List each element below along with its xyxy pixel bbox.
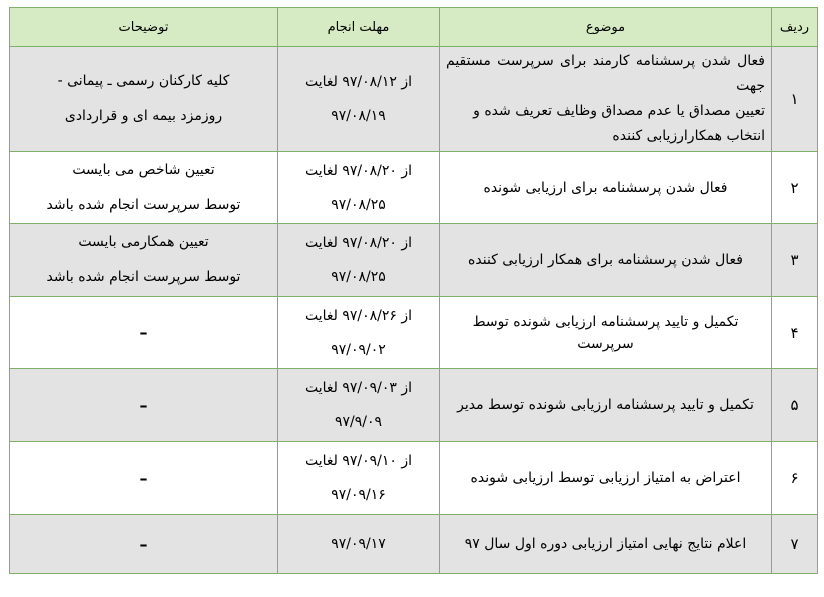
- row-deadline: [278, 152, 440, 224]
- note-line: –: [139, 534, 148, 554]
- table-row: [10, 224, 818, 297]
- table-row: [10, 297, 818, 369]
- subject-line: تکمیل و تایید پرسشنامه ارزیابی شونده توسط سرپرست: [472, 313, 739, 352]
- row-number: ۶: [772, 442, 818, 515]
- subject-line: فعال شدن پرسشنامه برای ارزیابی شونده: [483, 179, 728, 196]
- row-subject: [440, 442, 772, 515]
- row-number: ۴: [772, 297, 818, 369]
- row-subject: [440, 152, 772, 224]
- table-row: [10, 47, 818, 152]
- table-row: [10, 515, 818, 574]
- schedule-table: [9, 7, 818, 574]
- row-subject: [440, 47, 772, 152]
- deadline-line: ۹۷/۰۸/۲۵: [331, 196, 386, 213]
- row-deadline: [278, 47, 440, 152]
- header-subject: موضوع: [440, 8, 772, 47]
- table-row: [10, 152, 818, 224]
- header-deadline: مهلت انجام: [278, 8, 440, 47]
- deadline-line: از ۹۷/۰۸/۱۲ لغایت: [304, 74, 413, 90]
- row-number: ۲: [772, 152, 818, 224]
- row-number: ۱: [772, 47, 818, 152]
- note-line: –: [139, 323, 148, 342]
- row-deadline: [278, 369, 440, 442]
- deadline-line: از ۹۷/۰۸/۲۰ لغایت: [304, 235, 413, 251]
- note-line: تعیین همکارمی بایست: [78, 234, 209, 250]
- row-deadline: [278, 224, 440, 297]
- row-deadline: [278, 515, 440, 574]
- note-line: –: [139, 395, 148, 415]
- row-deadline: [278, 297, 440, 369]
- note-line: روزمزد بیمه ای و قراردادی: [64, 108, 223, 124]
- note-line: تعیین شاخص می بایست: [72, 161, 215, 178]
- row-subject: [440, 224, 772, 297]
- subject-line: اعلام نتایج نهایی امتیاز ارزیابی دوره اول سال ۹۷: [464, 536, 747, 552]
- note-line: کلیه کارکنان رسمی ـ پیمانی -: [57, 73, 230, 89]
- deadline-line: ۹۷/۰۸/۱۹: [331, 108, 386, 124]
- row-notes: [10, 442, 278, 515]
- subject-line: تعیین مصداق یا عدم مصداق وظایف تعریف شده و: [473, 103, 765, 119]
- row-number: ۵: [772, 369, 818, 442]
- row-subject: [440, 297, 772, 369]
- row-number: ۳: [772, 224, 818, 297]
- row-notes: [10, 152, 278, 224]
- deadline-line: از ۹۷/۰۸/۲۰ لغایت: [304, 162, 413, 179]
- row-notes: [10, 369, 278, 442]
- deadline-line: ۹۷/۰۹/۱۷: [331, 536, 386, 552]
- subject-line: انتخاب همکارارزیابی کننده: [612, 128, 765, 144]
- row-notes: [10, 297, 278, 369]
- subject-line: فعال شدن پرسشنامه برای همکار ارزیابی کننده: [468, 252, 743, 268]
- deadline-line: ۹۷/۹/۰۹: [334, 414, 383, 430]
- subject-line: اعتراض به امتیاز ارزیابی توسط ارزیابی شونده: [470, 470, 741, 486]
- header-row: [10, 8, 818, 47]
- deadline-line: از ۹۷/۰۸/۲۶ لغایت: [304, 307, 413, 324]
- row-notes: [10, 224, 278, 297]
- subject-line: تکمیل و تایید پرسشنامه ارزیابی شونده توسط مدیر: [457, 397, 754, 413]
- deadline-line: از ۹۷/۰۹/۱۰ لغایت: [304, 453, 413, 469]
- deadline-line: از ۹۷/۰۹/۰۳ لغایت: [304, 380, 413, 396]
- deadline-line: ۹۷/۰۸/۲۵: [331, 269, 386, 285]
- table-row: [10, 442, 818, 515]
- row-subject: [440, 515, 772, 574]
- table-row: [10, 369, 818, 442]
- row-number: ۷: [772, 515, 818, 574]
- schedule-table-container: [9, 7, 817, 574]
- header-notes: توضیحات: [10, 8, 278, 47]
- row-deadline: [278, 442, 440, 515]
- note-line: توسط سرپرست انجام شده باشد: [46, 196, 241, 213]
- note-line: –: [139, 468, 148, 488]
- deadline-line: ۹۷/۰۹/۰۲: [331, 341, 386, 358]
- note-line: توسط سرپرست انجام شده باشد: [46, 269, 241, 285]
- header-row-number: ردیف: [772, 8, 818, 47]
- deadline-line: ۹۷/۰۹/۱۶: [331, 487, 386, 503]
- row-subject: [440, 369, 772, 442]
- row-notes: [10, 47, 278, 152]
- row-notes: [10, 515, 278, 574]
- subject-line: فعال شدن پرسشنامه کارمند برای سرپرست مستقیم جهت: [446, 53, 765, 94]
